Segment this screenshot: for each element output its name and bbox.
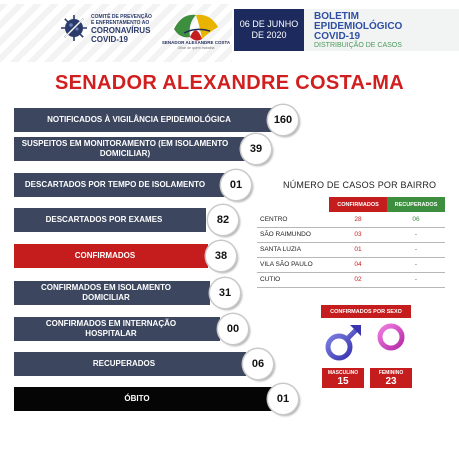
sex-section-title: CONFIRMADOS POR SEXO <box>321 305 411 318</box>
table-header-recovered: RECUPERADOS <box>387 197 445 212</box>
stat-value-confirmed: 38 <box>206 241 236 271</box>
male-label: MASCULINO <box>327 370 359 376</box>
neighborhood-recovered: - <box>387 257 445 272</box>
neighborhood-confirmed: 04 <box>329 257 387 272</box>
neighborhood-recovered: - <box>387 227 445 242</box>
stat-bar-recovered: RECUPERADOS <box>14 352 246 376</box>
table-row <box>257 212 445 227</box>
stat-bar-notified: NOTIFICADOS À VIGILÂNCIA EPIDEMIOLÓGICA <box>14 108 276 132</box>
committee-line-2: E ENFRENTAMENTO AO <box>91 20 150 26</box>
neighborhood-name: SÃO RAIMUNDO <box>257 227 329 242</box>
neighborhood-confirmed: 03 <box>329 227 387 242</box>
committee-line-1: COMITÊ DE PREVENÇÃO <box>91 14 152 20</box>
stat-value-confirmed-hospital: 00 <box>218 314 248 344</box>
stat-value-notified: 160 <box>268 105 298 135</box>
neighborhood-name: VILA SÃO PAULO <box>257 257 329 272</box>
female-label: FEMININO <box>378 370 404 376</box>
table-row <box>257 257 445 272</box>
stat-value-deaths: 01 <box>268 384 298 414</box>
stat-bar-confirmed-hospital: CONFIRMADOS EM INTERNAÇÃO HOSPITALAR <box>14 317 220 341</box>
neighborhood-recovered: 06 <box>387 212 445 227</box>
neighborhood-confirmed: 02 <box>329 272 387 287</box>
table-header-row <box>257 197 445 212</box>
stat-value-suspects: 39 <box>241 134 271 164</box>
table-row <box>257 272 445 287</box>
female-count-box <box>370 368 412 388</box>
neighborhood-name: SANTA LUZIA <box>257 242 329 257</box>
table-header-empty <box>257 197 329 212</box>
neighborhood-table-title: NÚMERO DE CASOS POR BAIRRO <box>283 180 437 190</box>
bulletin-line-1: BOLETIM <box>314 11 359 22</box>
date-line-1: 06 DE JUNHO <box>239 19 299 29</box>
neighborhood-recovered: - <box>387 272 445 287</box>
bulletin-line-2: EPIDEMIOLÓGICO <box>314 21 403 32</box>
stat-bar-discarded-exams: DESCARTADOS POR EXAMES <box>14 208 206 232</box>
male-symbol-icon <box>322 322 364 364</box>
neighborhood-recovered: - <box>387 242 445 257</box>
neighborhood-name: CENTRO <box>257 212 329 227</box>
bulletin-subtitle: DISTRIBUIÇÃO DE CASOS <box>314 42 402 49</box>
header <box>0 0 459 62</box>
stat-value-confirmed-home: 31 <box>210 278 240 308</box>
neighborhood-table <box>257 197 445 288</box>
stat-value-recovered: 06 <box>243 349 273 379</box>
male-count-box <box>322 368 364 388</box>
stat-value-discarded-time: 01 <box>221 170 251 200</box>
table-header-confirmed: CONFIRMADOS <box>329 197 387 212</box>
stat-bar-confirmed: CONFIRMADOS <box>14 244 208 268</box>
city-title: SENADOR ALEXANDRE COSTA-MA <box>55 72 404 94</box>
female-value: 23 <box>385 376 397 387</box>
coronavirus-icon <box>60 14 88 42</box>
neighborhood-confirmed: 28 <box>329 212 387 227</box>
crest-name: SENADOR ALEXANDRE COSTA <box>161 40 231 45</box>
stat-bar-discarded-time: DESCARTADOS POR TEMPO DE ISOLAMENTO <box>14 173 228 197</box>
date-box <box>234 9 304 51</box>
bulletin-line-3: COVID-19 <box>314 31 361 42</box>
male-value: 15 <box>337 376 349 387</box>
table-row <box>257 227 445 242</box>
committee-big: CORONAVÍRUS <box>91 26 151 35</box>
stat-bar-deaths: ÓBITO <box>14 387 272 411</box>
stat-bar-suspects: SUSPEITOS EM MONITORAMENTO (EM ISOLAMENTO DOMICILIAR) <box>14 137 248 161</box>
bulletin-title <box>314 12 402 42</box>
stat-bar-confirmed-home: CONFIRMADOS EM ISOLAMENTO DOMICILIAR <box>14 281 210 305</box>
date-line-2: DE 2020 <box>251 30 287 40</box>
neighborhood-confirmed: 01 <box>329 242 387 257</box>
bulletin-box <box>304 9 459 51</box>
committee-sub: COVID-19 <box>91 35 128 44</box>
table-row <box>257 242 445 257</box>
neighborhood-name: CUTIO <box>257 272 329 287</box>
stat-value-discarded-exams: 82 <box>208 205 238 235</box>
female-symbol-icon <box>371 322 411 368</box>
crest-slogan: Olhar de quem trabalha <box>177 46 215 50</box>
committee-name <box>91 14 152 44</box>
